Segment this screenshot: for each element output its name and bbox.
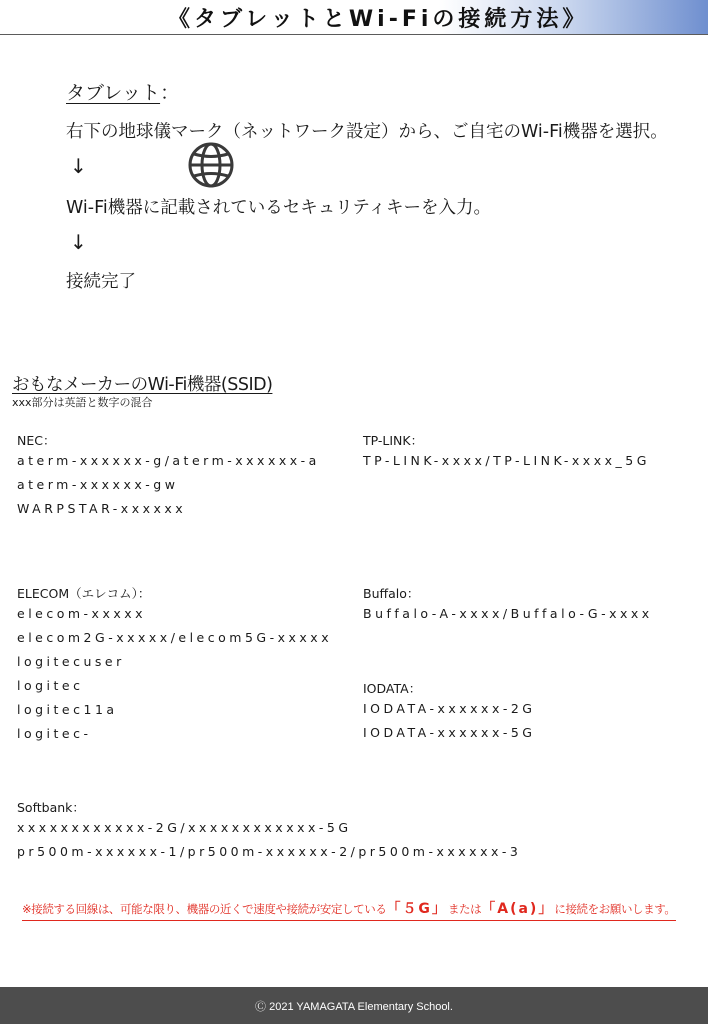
ssid: aterm-xxxxxx-g/aterm-xxxxxx-a xyxy=(17,453,320,468)
notice-a: 「A(a)」 xyxy=(481,901,555,917)
ssid: xxxxxxxxxxxx-2G/xxxxxxxxxxxx-5G xyxy=(17,820,352,835)
ssid: logitec- xyxy=(17,726,92,741)
makers-title: おもなメーカーのWi-Fi機器(SSID) xyxy=(12,375,273,395)
globe-icon xyxy=(186,140,236,190)
maker-name: IODATA： xyxy=(363,681,422,696)
ssid: logitecuser xyxy=(17,654,125,669)
ssid: WARPSTAR-xxxxxx xyxy=(17,501,187,516)
ssid: logitec xyxy=(17,678,84,693)
notice-text: または xyxy=(447,902,482,916)
notice-text: に接続をお願いします。 xyxy=(554,902,676,916)
maker-elecom xyxy=(17,584,332,750)
ssid: IODATA-xxxxxx-5G xyxy=(363,725,536,740)
ssid: TP-LINK-xxxx/TP-LINK-xxxx_5G xyxy=(363,453,650,468)
step-arrow-2: ↓ xyxy=(70,230,87,254)
notice-5g: 「５G」 xyxy=(386,901,448,917)
ssid: logitec11a xyxy=(17,702,118,717)
maker-iodata xyxy=(363,679,536,749)
step-enter-key: Wi-Fi機器に記載されているセキュリティキーを入力。 xyxy=(66,198,491,218)
ssid: elecom2G-xxxxx/elecom5G-xxxxx xyxy=(17,630,333,645)
notice-text: ※接続する回線は、可能な限り、機器の近くで速度や接続が安定している xyxy=(22,902,387,916)
tablet-steps xyxy=(66,78,668,292)
maker-name: Softbank： xyxy=(17,800,85,815)
connection-notice xyxy=(22,898,676,921)
steps-heading xyxy=(66,78,179,105)
steps-heading-label: タブレット xyxy=(66,82,161,104)
ssid: Buffalo-A-xxxx/Buffalo-G-xxxx xyxy=(363,606,653,621)
step-select-network: 右下の地球儀マーク（ネットワーク設定）から、ご自宅のWi-Fi機器を選択。 xyxy=(66,122,668,142)
maker-name: ELECOM（エレコム）： xyxy=(17,586,151,601)
step-arrow-1: ↓ xyxy=(70,154,87,178)
maker-nec xyxy=(17,431,320,525)
maker-softbank xyxy=(17,798,521,868)
ssid: IODATA-xxxxxx-2G xyxy=(363,701,536,716)
ssid: pr500m-xxxxxx-1/pr500m-xxxxxx-2/pr500m-xxxxxx-3 xyxy=(17,844,522,859)
maker-tplink xyxy=(363,431,650,477)
page-footer xyxy=(0,987,708,1024)
maker-name: Buffalo： xyxy=(363,586,420,601)
ssid: elecom-xxxxx xyxy=(17,606,147,621)
page-title: 《タブレットとWi-Fiの接続方法》 xyxy=(168,7,589,32)
makers-note: xxx部分は英語と数字の混合 xyxy=(12,396,153,409)
steps-heading-colon: ： xyxy=(160,82,180,104)
maker-buffalo xyxy=(363,584,653,630)
step-complete: 接続完了 xyxy=(66,272,136,292)
maker-name: TP-LINK： xyxy=(363,433,424,448)
copyright: Ⓒ 2021 YAMAGATA Elementary School. xyxy=(255,1000,453,1013)
page-header xyxy=(0,0,708,35)
ssid: aterm-xxxxxx-gw xyxy=(17,477,179,492)
maker-name: NEC： xyxy=(17,433,56,448)
